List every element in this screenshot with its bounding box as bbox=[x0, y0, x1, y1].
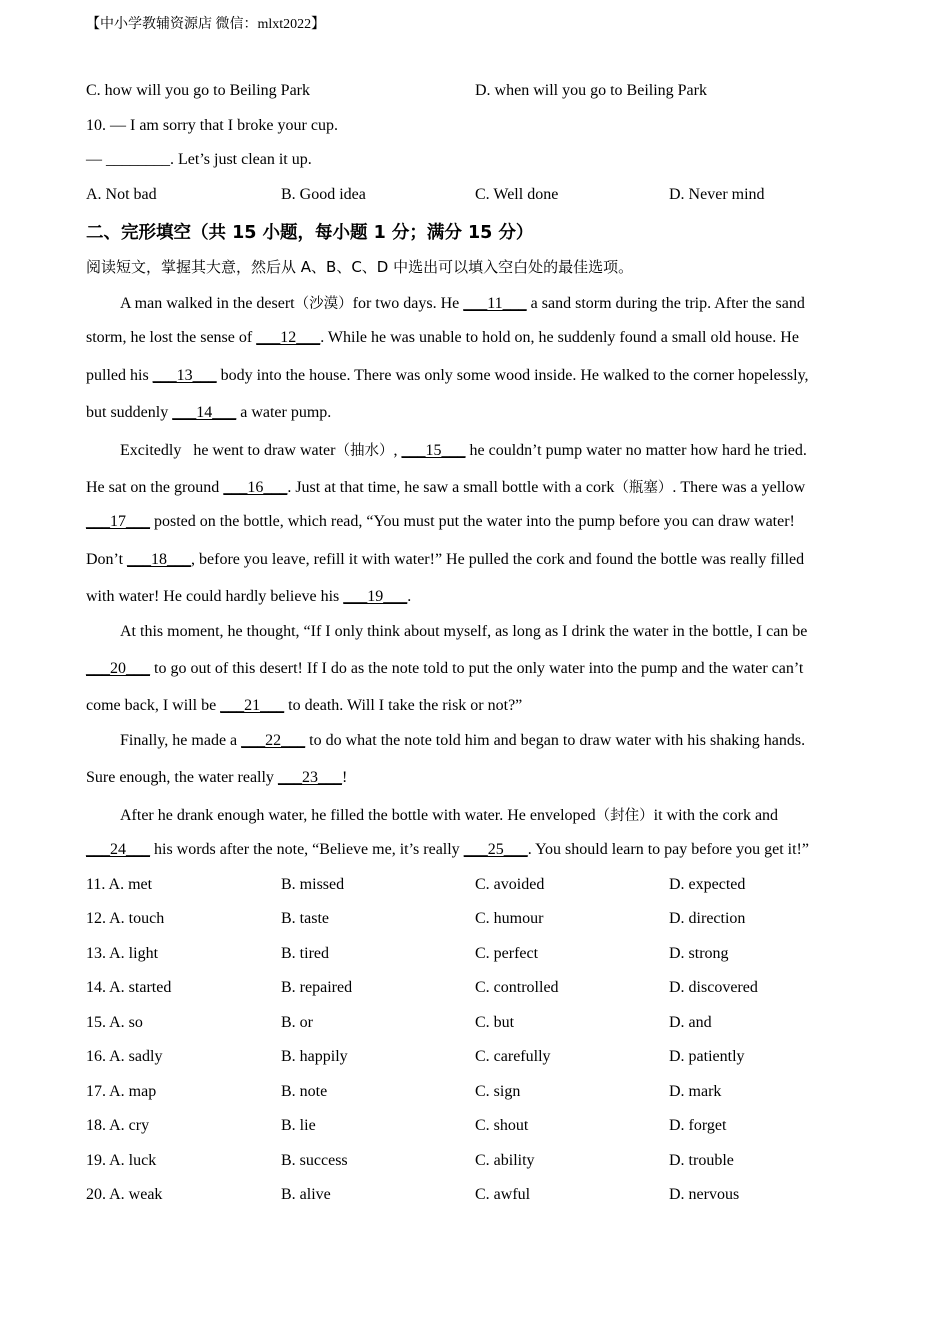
option-a: 13. A. light bbox=[86, 945, 159, 962]
blank-19: ___19___ bbox=[343, 588, 408, 605]
option-d: D. nervous bbox=[669, 1186, 740, 1203]
text: it with the cork and bbox=[653, 807, 779, 824]
option-c: C. perfect bbox=[475, 945, 539, 962]
option-b: B. taste bbox=[281, 910, 329, 927]
option-d: D. forget bbox=[669, 1117, 727, 1134]
option-b: B. alive bbox=[281, 1186, 331, 1203]
text: for two days. He bbox=[352, 295, 464, 312]
option-a: 20. A. weak bbox=[86, 1186, 163, 1203]
passage-line bbox=[86, 769, 347, 787]
option-row-14 bbox=[0, 979, 950, 1003]
option-d: D. and bbox=[669, 1014, 712, 1031]
q10-option-a: A. Not bad bbox=[86, 186, 157, 203]
option-a: 15. A. so bbox=[86, 1014, 143, 1031]
option-row-19 bbox=[0, 1152, 950, 1176]
text: After he drank enough water, he filled the bottle with water. He enveloped bbox=[120, 807, 596, 824]
text: . You should learn to pay before you get it!” bbox=[527, 841, 809, 858]
option-b: B. note bbox=[281, 1083, 328, 1100]
blank-14: ___14___ bbox=[172, 404, 237, 421]
passage-line bbox=[86, 367, 809, 385]
option-d: D. trouble bbox=[669, 1152, 734, 1169]
passage-line bbox=[86, 660, 803, 678]
text: posted on the bottle, which read, “You must put the water into the pump before you can draw water! bbox=[150, 513, 795, 530]
blank-20: ___20___ bbox=[86, 660, 150, 677]
option-a: 12. A. touch bbox=[86, 910, 165, 927]
blank-21: ___21___ bbox=[220, 697, 285, 714]
passage-line: At this moment, he thought, “If I only think about myself, as long as I drink the water in the bottle, I can be bbox=[120, 623, 808, 640]
text: pulled his bbox=[86, 367, 153, 384]
option-b: B. repaired bbox=[281, 979, 353, 996]
blank-24: ___24___ bbox=[86, 841, 150, 858]
blank-18: ___18___ bbox=[127, 551, 192, 568]
passage-line bbox=[86, 476, 805, 497]
option-c: C. but bbox=[475, 1014, 515, 1031]
option-b: B. lie bbox=[281, 1117, 316, 1134]
section-instruction: 阅读短文，掌握其大意，然后从 A、B、C、D 中选出可以填入空白处的最佳选项。 bbox=[86, 258, 634, 276]
option-a: 16. A. sadly bbox=[86, 1048, 163, 1065]
option-row-17 bbox=[0, 1083, 950, 1107]
passage-line bbox=[120, 439, 807, 460]
text: come back, I will be bbox=[86, 697, 221, 714]
text: but suddenly bbox=[86, 404, 173, 421]
option-row-16 bbox=[0, 1048, 950, 1072]
option-c: C. humour bbox=[475, 910, 544, 927]
text: to do what the note told him and began to draw water with his shaking hands. bbox=[305, 732, 806, 749]
text: . While he was unable to hold on, he suddenly found a small old house. He bbox=[320, 329, 799, 346]
option-row-15 bbox=[0, 1014, 950, 1038]
option-a: 11. A. met bbox=[86, 876, 153, 893]
gloss: （沙漠） bbox=[294, 296, 353, 312]
passage-line bbox=[86, 551, 804, 569]
option-row-11 bbox=[0, 876, 950, 900]
gloss: （抽水） bbox=[335, 443, 394, 459]
section-title: 二、完形填空（共 15 小题，每小题 1 分；满分 15 分） bbox=[86, 223, 534, 243]
q10-option-c: C. Well done bbox=[475, 186, 559, 203]
option-c: C. sign bbox=[475, 1083, 521, 1100]
text: ! bbox=[341, 769, 348, 786]
text: storm, he lost the sense of bbox=[86, 329, 257, 346]
passage-line bbox=[86, 841, 809, 859]
gloss: （封住） bbox=[595, 808, 654, 824]
text: with water! He could hardly believe his bbox=[86, 588, 344, 605]
option-row-13 bbox=[0, 945, 950, 969]
q10-option-b: B. Good idea bbox=[281, 186, 366, 203]
passage-line bbox=[86, 697, 522, 715]
q10-stem: 10. — I am sorry that I broke your cup. bbox=[86, 117, 338, 134]
option-a: 17. A. map bbox=[86, 1083, 157, 1100]
option-d: D. direction bbox=[669, 910, 746, 927]
blank-15: ___15___ bbox=[401, 442, 466, 459]
option-d: D. discovered bbox=[669, 979, 758, 996]
blank-22: ___22___ bbox=[241, 732, 306, 749]
option-d: D. mark bbox=[669, 1083, 722, 1100]
option-d: D. strong bbox=[669, 945, 729, 962]
option-c: C. carefully bbox=[475, 1048, 551, 1065]
option-a: 14. A. started bbox=[86, 979, 172, 996]
option-c: C. ability bbox=[475, 1152, 535, 1169]
page-header: 【中小学教辅资源店 微信：mlxt2022】 bbox=[86, 17, 326, 32]
text: to go out of this desert! If I do as the note told to put the only water into the pump and the water can’t bbox=[150, 660, 804, 677]
text: Finally, he made a bbox=[120, 732, 242, 749]
blank-17: ___17___ bbox=[86, 513, 150, 530]
option-d: D. expected bbox=[669, 876, 746, 893]
blank-12: ___12___ bbox=[256, 329, 321, 346]
option-b: B. success bbox=[281, 1152, 348, 1169]
passage-line bbox=[86, 329, 799, 347]
q9-option-d: D. when will you go to Beiling Park bbox=[475, 82, 707, 99]
option-row-18 bbox=[0, 1117, 950, 1141]
text: he couldn’t pump water no matter how hard he tried. bbox=[465, 442, 807, 459]
blank-16: ___16___ bbox=[223, 479, 288, 496]
option-c: C. shout bbox=[475, 1117, 529, 1134]
text: his words after the note, “Believe me, it’s really bbox=[150, 841, 464, 858]
text: He sat on the ground bbox=[86, 479, 224, 496]
text: to death. Will I take the risk or not?” bbox=[284, 697, 523, 714]
text: . There was a yellow bbox=[672, 479, 806, 496]
text: a sand storm during the trip. After the sand bbox=[526, 295, 805, 312]
option-b: B. missed bbox=[281, 876, 345, 893]
q10-reply: — ________. Let’s just clean it up. bbox=[86, 151, 312, 168]
option-a: 19. A. luck bbox=[86, 1152, 157, 1169]
text: . bbox=[407, 588, 412, 605]
option-b: B. happily bbox=[281, 1048, 348, 1065]
text: Don’t bbox=[86, 551, 128, 568]
blank-23: ___23___ bbox=[277, 769, 342, 786]
text: a water pump. bbox=[236, 404, 332, 421]
passage-line bbox=[86, 404, 331, 422]
passage-line bbox=[86, 513, 795, 531]
text: , before you leave, refill it with water!” He pulled the cork and found the bottle was really filled bbox=[191, 551, 805, 568]
option-row-12 bbox=[0, 910, 950, 934]
passage-line bbox=[120, 804, 778, 825]
blank-13: ___13___ bbox=[152, 367, 217, 384]
option-c: C. controlled bbox=[475, 979, 559, 996]
passage-line bbox=[120, 732, 805, 750]
option-b: B. tired bbox=[281, 945, 329, 962]
blank-11: ___11___ bbox=[463, 295, 527, 312]
text: Excitedly he went to draw water bbox=[120, 442, 336, 459]
passage-line bbox=[86, 588, 411, 606]
q10-option-d: D. Never mind bbox=[669, 186, 765, 203]
option-a: 18. A. cry bbox=[86, 1117, 150, 1134]
option-d: D. patiently bbox=[669, 1048, 745, 1065]
passage-line bbox=[120, 292, 805, 313]
option-c: C. awful bbox=[475, 1186, 531, 1203]
gloss: （瓶塞） bbox=[614, 480, 673, 496]
option-row-20 bbox=[0, 1186, 950, 1210]
text: Sure enough, the water really bbox=[86, 769, 278, 786]
blank-25: ___25___ bbox=[463, 841, 528, 858]
text: A man walked in the desert bbox=[120, 295, 295, 312]
option-c: C. avoided bbox=[475, 876, 545, 893]
text: . Just at that time, he saw a small bottle with a cork bbox=[287, 479, 615, 496]
text: body into the house. There was only some wood inside. He walked to the corner hopelessly, bbox=[216, 367, 809, 384]
option-b: B. or bbox=[281, 1014, 313, 1031]
q9-option-c: C. how will you go to Beiling Park bbox=[86, 82, 310, 99]
text: , bbox=[393, 442, 402, 459]
